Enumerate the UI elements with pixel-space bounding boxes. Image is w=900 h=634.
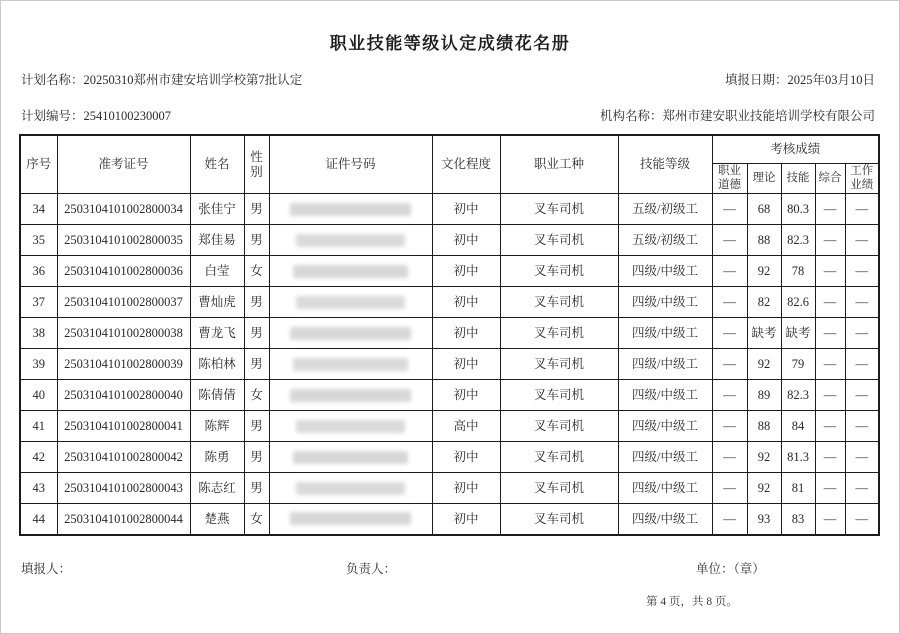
cell-id-no: [269, 225, 432, 256]
cell-name: 陈倩倩: [190, 380, 244, 411]
manager-label: 负责人：: [346, 562, 397, 576]
cell-skill-level: 五级/初级工: [618, 194, 712, 225]
cell-score-work: —: [845, 287, 879, 318]
cell-score-work: —: [845, 256, 879, 287]
cell-occupation: 叉车司机: [500, 411, 618, 442]
cell-id-no: [269, 349, 432, 380]
cell-score-theory: 缺考: [747, 318, 781, 349]
cell-education: 初中: [432, 318, 500, 349]
cell-score-theory: 82: [747, 287, 781, 318]
table-row: [20, 318, 879, 349]
cell-score-skill: 78: [781, 256, 815, 287]
cell-score-ethics: —: [712, 411, 747, 442]
cell-occupation: 叉车司机: [500, 318, 618, 349]
redacted-id-blur: [293, 358, 408, 371]
cell-score-comprehensive: —: [815, 349, 845, 380]
cell-skill-level: 四级/中级工: [618, 380, 712, 411]
cell-skill-level: 四级/中级工: [618, 473, 712, 504]
cell-education: 初中: [432, 287, 500, 318]
cell-gender: 女: [244, 504, 269, 535]
cell-score-comprehensive: —: [815, 194, 845, 225]
cell-seq: 37: [20, 287, 57, 318]
cell-score-ethics: —: [712, 256, 747, 287]
cell-exam-no: 2503104101002800040: [57, 380, 190, 411]
cell-score-ethics: —: [712, 473, 747, 504]
table-row: [20, 256, 879, 287]
cell-score-skill: 83: [781, 504, 815, 535]
table-row: [20, 287, 879, 318]
table-row: [20, 442, 879, 473]
cell-score-comprehensive: —: [815, 442, 845, 473]
cell-seq: 40: [20, 380, 57, 411]
cell-score-theory: 88: [747, 411, 781, 442]
table-row: [20, 349, 879, 380]
table-row: [20, 411, 879, 442]
cell-exam-no: 2503104101002800037: [57, 287, 190, 318]
header-score-skill: 技能: [781, 164, 815, 194]
cell-gender: 男: [244, 473, 269, 504]
redacted-id-blur: [296, 482, 405, 495]
cell-exam-no: 2503104101002800043: [57, 473, 190, 504]
cell-name: 曹龙飞: [190, 318, 244, 349]
cell-score-ethics: —: [712, 225, 747, 256]
table-row: [20, 380, 879, 411]
cell-score-theory: 89: [747, 380, 781, 411]
header-score-ethics: 职业道德: [712, 164, 747, 194]
cell-score-work: —: [845, 442, 879, 473]
cell-score-theory: 88: [747, 225, 781, 256]
cell-score-theory: 68: [747, 194, 781, 225]
cell-skill-level: 四级/中级工: [618, 504, 712, 535]
redacted-id-blur: [290, 327, 412, 340]
redacted-id-blur: [296, 234, 405, 247]
cell-name: 陈柏林: [190, 349, 244, 380]
cell-id-no: [269, 504, 432, 535]
table-row: [20, 194, 879, 225]
cell-score-ethics: —: [712, 380, 747, 411]
cell-score-skill: 84: [781, 411, 815, 442]
cell-score-comprehensive: —: [815, 504, 845, 535]
cell-score-ethics: —: [712, 442, 747, 473]
cell-score-comprehensive: —: [815, 473, 845, 504]
cell-score-theory: 92: [747, 442, 781, 473]
cell-seq: 39: [20, 349, 57, 380]
cell-gender: 女: [244, 380, 269, 411]
table-row: [20, 225, 879, 256]
cell-score-theory: 92: [747, 473, 781, 504]
cell-score-ethics: —: [712, 504, 747, 535]
header-name: 姓名: [190, 135, 244, 194]
page-number: 第 4 页，共 8 页。: [646, 596, 738, 608]
plan-code: 计划编号：25410100230007: [21, 109, 172, 123]
cell-id-no: [269, 194, 432, 225]
cell-exam-no: 2503104101002800041: [57, 411, 190, 442]
cell-score-skill: 82.3: [781, 225, 815, 256]
cell-education: 初中: [432, 256, 500, 287]
cell-seq: 43: [20, 473, 57, 504]
cell-score-comprehensive: —: [815, 411, 845, 442]
cell-name: 郑佳易: [190, 225, 244, 256]
cell-score-work: —: [845, 473, 879, 504]
unit-seal-label: 单位：（章）: [696, 562, 765, 576]
cell-score-skill: 81: [781, 473, 815, 504]
cell-id-no: [269, 442, 432, 473]
cell-occupation: 叉车司机: [500, 194, 618, 225]
cell-exam-no: 2503104101002800039: [57, 349, 190, 380]
cell-name: 陈志红: [190, 473, 244, 504]
redacted-id-blur: [290, 512, 412, 525]
cell-score-work: —: [845, 411, 879, 442]
cell-education: 初中: [432, 442, 500, 473]
cell-gender: 男: [244, 411, 269, 442]
redacted-id-blur: [296, 296, 405, 309]
cell-score-work: —: [845, 194, 879, 225]
header-seq: 序号: [20, 135, 57, 194]
header-scores-group: 考核成绩: [712, 135, 879, 164]
cell-education: 初中: [432, 380, 500, 411]
cell-score-comprehensive: —: [815, 287, 845, 318]
header-skill-level: 技能等级: [618, 135, 712, 194]
cell-name: 张佳宁: [190, 194, 244, 225]
cell-skill-level: 四级/中级工: [618, 318, 712, 349]
cell-score-skill: 82.6: [781, 287, 815, 318]
cell-score-theory: 92: [747, 349, 781, 380]
cell-exam-no: 2503104101002800034: [57, 194, 190, 225]
cell-score-ethics: —: [712, 287, 747, 318]
header-exam-no: 准考证号: [57, 135, 190, 194]
cell-score-skill: 80.3: [781, 194, 815, 225]
cell-score-skill: 81.3: [781, 442, 815, 473]
cell-score-work: —: [845, 349, 879, 380]
header-score-comprehensive: 综合: [815, 164, 845, 194]
cell-education: 初中: [432, 225, 500, 256]
cell-education: 初中: [432, 504, 500, 535]
cell-exam-no: 2503104101002800035: [57, 225, 190, 256]
header-education: 文化程度: [432, 135, 500, 194]
cell-name: 白莹: [190, 256, 244, 287]
cell-education: 高中: [432, 411, 500, 442]
cell-skill-level: 四级/中级工: [618, 411, 712, 442]
cell-id-no: [269, 473, 432, 504]
page-title: 职业技能等级认定成绩花名册: [329, 34, 571, 53]
cell-skill-level: 五级/初级工: [618, 225, 712, 256]
redacted-id-blur: [296, 420, 405, 433]
cell-gender: 男: [244, 318, 269, 349]
cell-gender: 男: [244, 349, 269, 380]
cell-exam-no: 2503104101002800038: [57, 318, 190, 349]
cell-gender: 男: [244, 442, 269, 473]
cell-occupation: 叉车司机: [500, 287, 618, 318]
header-id-no: 证件号码: [269, 135, 432, 194]
header-score-work: 工作业绩: [845, 164, 879, 194]
cell-seq: 35: [20, 225, 57, 256]
cell-score-skill: 79: [781, 349, 815, 380]
cell-score-ethics: —: [712, 194, 747, 225]
cell-id-no: [269, 287, 432, 318]
cell-gender: 男: [244, 225, 269, 256]
cell-name: 曹灿虎: [190, 287, 244, 318]
plan-name: 计划名称：20250310郑州市建安培训学校第7批认定: [21, 73, 303, 87]
cell-score-skill: 缺考: [781, 318, 815, 349]
cell-seq: 38: [20, 318, 57, 349]
cell-name: 陈辉: [190, 411, 244, 442]
cell-score-work: —: [845, 504, 879, 535]
cell-score-theory: 92: [747, 256, 781, 287]
cell-score-theory: 93: [747, 504, 781, 535]
cell-gender: 男: [244, 194, 269, 225]
redacted-id-blur: [290, 203, 412, 216]
cell-gender: 女: [244, 256, 269, 287]
header-occupation: 职业工种: [500, 135, 618, 194]
cell-id-no: [269, 318, 432, 349]
org-name: 机构名称：郑州市建安职业技能培训学校有限公司: [599, 109, 875, 123]
cell-name: 楚燕: [190, 504, 244, 535]
header-gender: 性别: [244, 135, 269, 194]
cell-education: 初中: [432, 349, 500, 380]
cell-seq: 34: [20, 194, 57, 225]
cell-score-skill: 82.3: [781, 380, 815, 411]
cell-score-comprehensive: —: [815, 318, 845, 349]
cell-skill-level: 四级/中级工: [618, 287, 712, 318]
report-date: 填报日期：2025年03月10日: [724, 73, 875, 87]
cell-score-comprehensive: —: [815, 225, 845, 256]
cell-score-ethics: —: [712, 318, 747, 349]
cell-score-comprehensive: —: [815, 256, 845, 287]
cell-occupation: 叉车司机: [500, 225, 618, 256]
cell-gender: 男: [244, 287, 269, 318]
cell-seq: 44: [20, 504, 57, 535]
cell-skill-level: 四级/中级工: [618, 349, 712, 380]
cell-occupation: 叉车司机: [500, 349, 618, 380]
cell-id-no: [269, 411, 432, 442]
cell-occupation: 叉车司机: [500, 256, 618, 287]
redacted-id-blur: [293, 265, 408, 278]
cell-id-no: [269, 380, 432, 411]
cell-seq: 42: [20, 442, 57, 473]
filler-label: 填报人：: [21, 562, 72, 576]
cell-occupation: 叉车司机: [500, 380, 618, 411]
score-roster-table: [19, 134, 880, 536]
cell-score-ethics: —: [712, 349, 747, 380]
table-row: [20, 504, 879, 535]
cell-score-work: —: [845, 225, 879, 256]
cell-id-no: [269, 256, 432, 287]
cell-exam-no: 2503104101002800044: [57, 504, 190, 535]
cell-score-comprehensive: —: [815, 380, 845, 411]
cell-score-work: —: [845, 318, 879, 349]
redacted-id-blur: [290, 389, 412, 402]
meta-line-bottom: [21, 106, 875, 124]
meta-line-top: [21, 70, 875, 88]
cell-occupation: 叉车司机: [500, 473, 618, 504]
cell-skill-level: 四级/中级工: [618, 442, 712, 473]
cell-seq: 41: [20, 411, 57, 442]
cell-occupation: 叉车司机: [500, 442, 618, 473]
cell-exam-no: 2503104101002800042: [57, 442, 190, 473]
cell-education: 初中: [432, 194, 500, 225]
cell-education: 初中: [432, 473, 500, 504]
cell-occupation: 叉车司机: [500, 504, 618, 535]
table-row: [20, 473, 879, 504]
cell-seq: 36: [20, 256, 57, 287]
header-score-theory: 理论: [747, 164, 781, 194]
redacted-id-blur: [293, 451, 408, 464]
cell-score-work: —: [845, 380, 879, 411]
cell-skill-level: 四级/中级工: [618, 256, 712, 287]
cell-name: 陈勇: [190, 442, 244, 473]
cell-exam-no: 2503104101002800036: [57, 256, 190, 287]
